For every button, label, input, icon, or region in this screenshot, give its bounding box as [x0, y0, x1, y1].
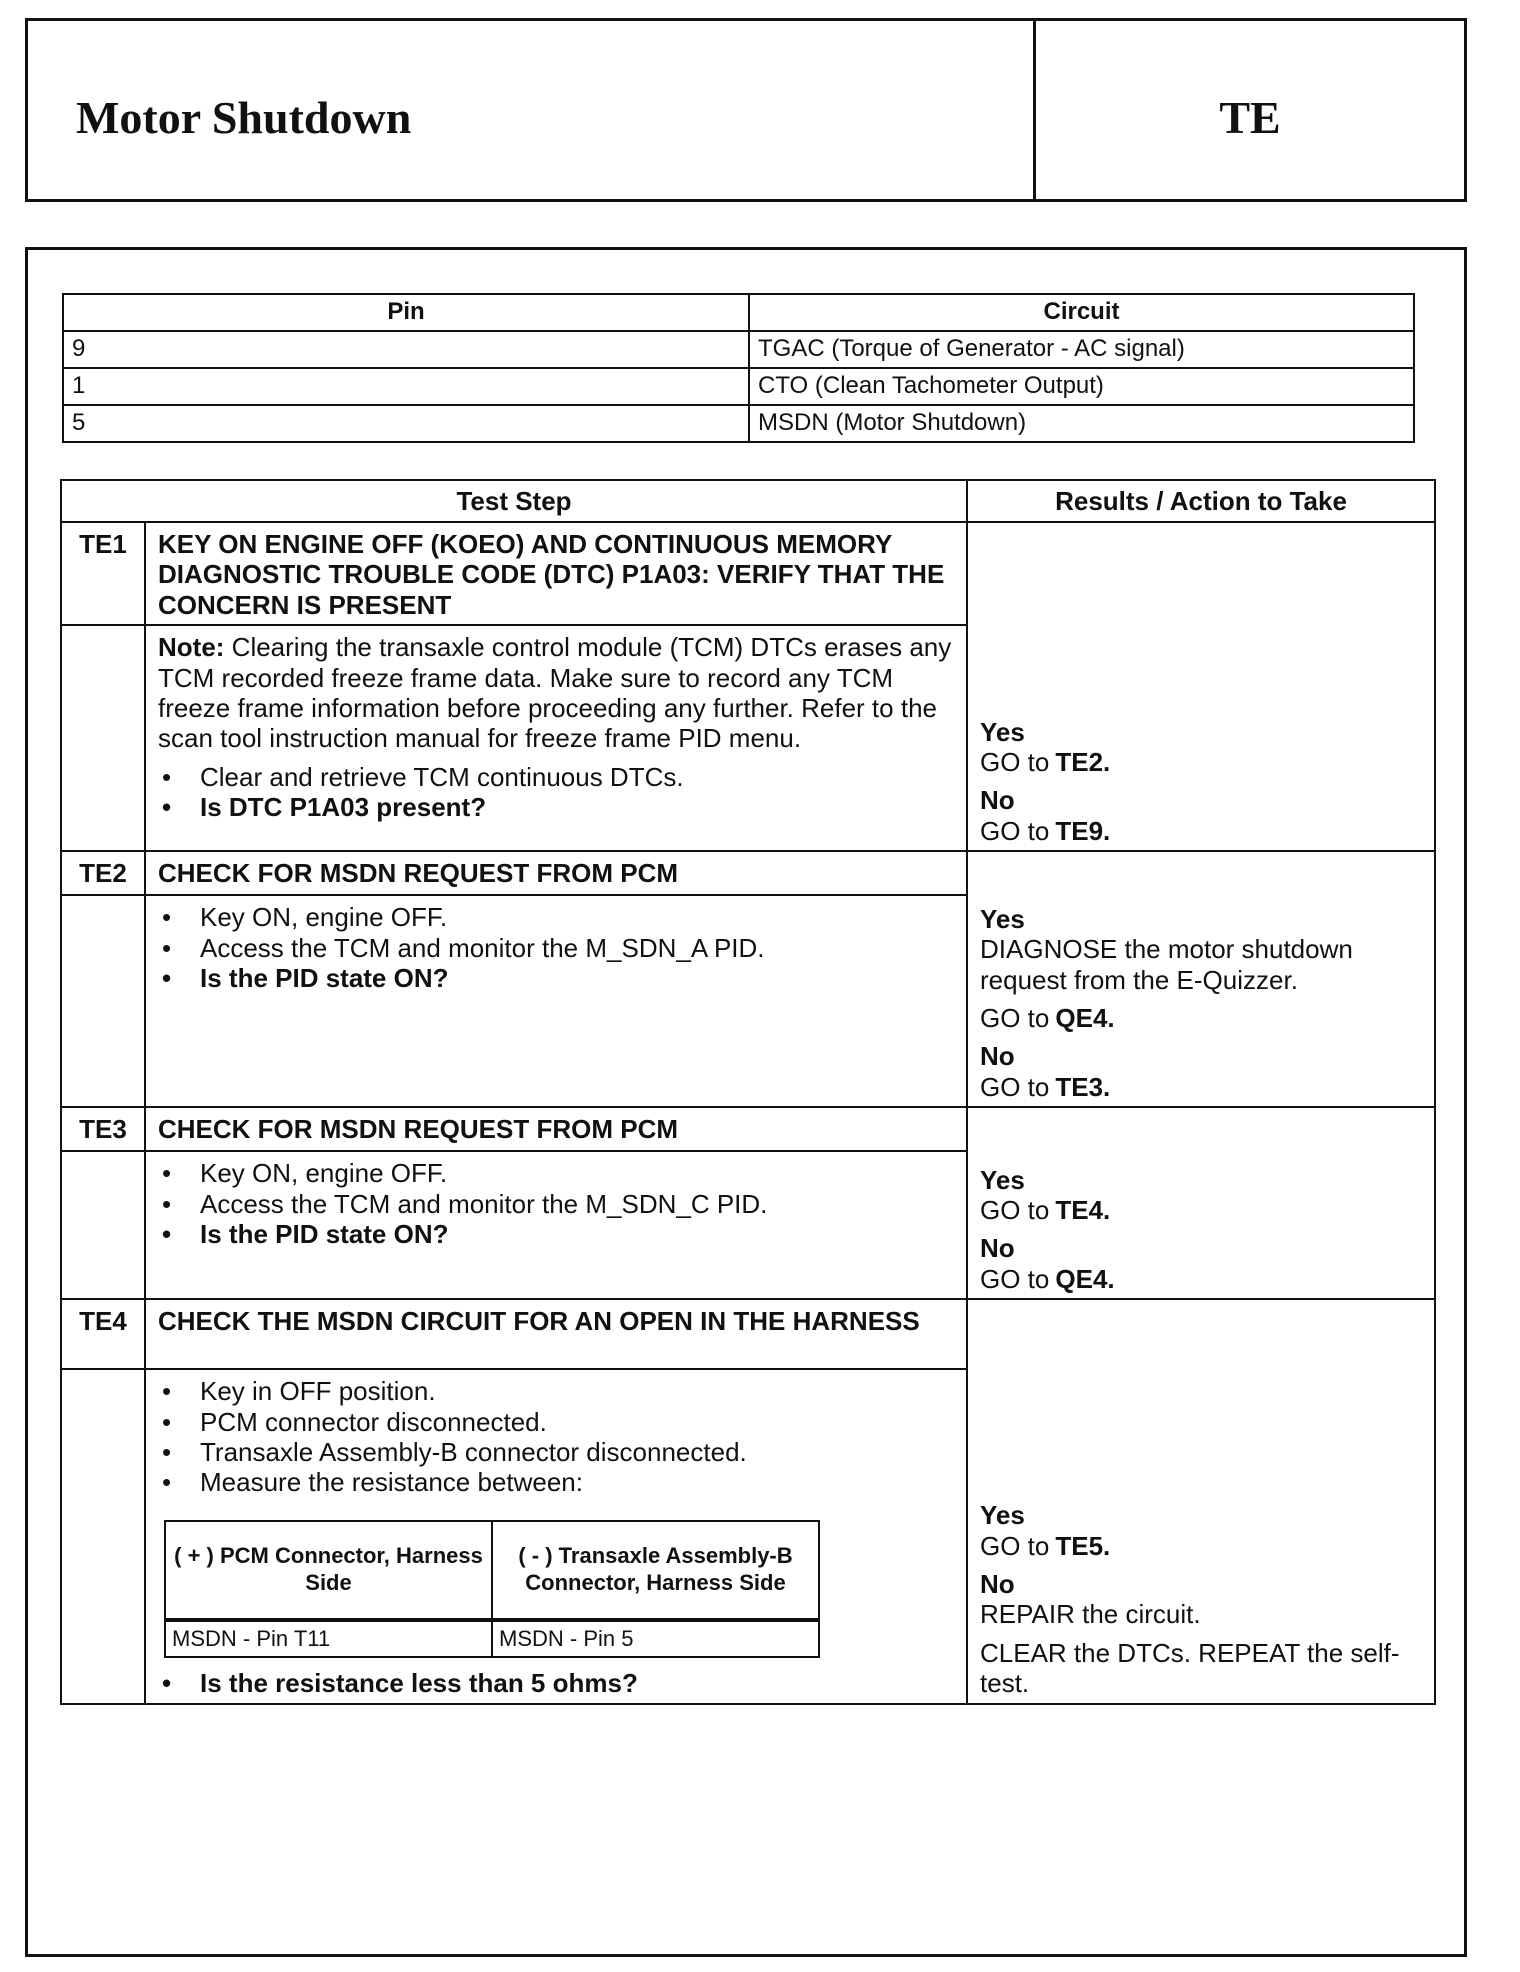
yes-label: Yes	[980, 903, 1025, 934]
table-header-row	[61, 480, 1435, 522]
step-heading: CHECK FOR MSDN REQUEST FROM PCM	[145, 1107, 967, 1151]
step-te4-heading-row	[61, 1299, 1435, 1369]
yes-label: Yes	[980, 1500, 1025, 1531]
list-item: • Access the TCM and monitor the M_SDN_A PID.	[158, 933, 954, 963]
step-question: • Is the resistance less than 5 ohms?	[158, 1668, 954, 1698]
transaxle-pin-cell: MSDN - Pin 5	[492, 1620, 819, 1657]
list-item: • Measure the resistance between:	[158, 1467, 954, 1497]
yes-action: DIAGNOSE the motor shutdown request from the E-Quizzer.	[980, 934, 1353, 995]
no-label: No	[980, 1233, 1015, 1264]
step-heading: CHECK FOR MSDN REQUEST FROM PCM	[145, 851, 967, 895]
results-header: Results / Action to Take	[967, 480, 1435, 522]
pin-cell: 5	[63, 405, 749, 442]
no-goto: GO to TE9.	[980, 815, 1111, 846]
step-question: • Is DTC P1A03 present?	[158, 792, 954, 822]
step-te3-results	[967, 1107, 1435, 1299]
list-item: • Key in OFF position.	[158, 1376, 954, 1406]
step-te2-heading-row	[61, 851, 1435, 895]
connector-table	[164, 1520, 820, 1658]
step-heading: CHECK THE MSDN CIRCUIT FOR AN OPEN IN THE HARNESS	[145, 1299, 967, 1369]
step-id: TE1	[61, 522, 145, 625]
table-row	[63, 331, 1414, 368]
yes-goto: GO to TE4.	[980, 1195, 1111, 1225]
list-item: • Access the TCM and monitor the M_SDN_C PID.	[158, 1189, 954, 1219]
circuit-header: Circuit	[749, 294, 1414, 331]
test-step-table	[60, 479, 1436, 1705]
page-header	[25, 18, 1467, 202]
no-action: REPAIR the circuit.	[980, 1599, 1201, 1630]
pin-header: Pin	[63, 294, 749, 331]
step-id: TE4	[61, 1299, 145, 1369]
step-te3-heading-row	[61, 1107, 1435, 1151]
yes-goto: GO to TE2.	[980, 747, 1111, 777]
page-title: Motor Shutdown	[76, 92, 412, 143]
no-label: No	[980, 1569, 1015, 1600]
step-note: Note: Clearing the transaxle control module (TCM) DTCs erases any TCM recorded freeze frame data. Make sure to record any TCM freeze frame information before proceeding any further. Refer to the scan tool instruction manual for freeze frame PID menu.	[158, 632, 952, 754]
step-body	[145, 1369, 967, 1703]
circuit-cell: MSDN (Motor Shutdown)	[749, 405, 1414, 442]
step-question: • Is the PID state ON?	[158, 1219, 954, 1249]
no-goto: GO to TE3.	[980, 1071, 1111, 1102]
list-item: • Key ON, engine OFF.	[158, 902, 954, 932]
pcm-pin-cell: MSDN - Pin T11	[165, 1620, 492, 1657]
circuit-cell: CTO (Clean Tachometer Output)	[749, 368, 1414, 405]
step-heading: KEY ON ENGINE OFF (KOEO) AND CONTINUOUS MEMORY DIAGNOSTIC TROUBLE CODE (DTC) P1A03: VERIFY THAT THE CONCERN IS PRESENT	[145, 522, 967, 625]
table-row	[165, 1620, 819, 1657]
circuit-cell: TGAC (Torque of Generator - AC signal)	[749, 331, 1414, 368]
step-id: TE3	[61, 1107, 145, 1151]
yes-label: Yes	[980, 716, 1025, 747]
no-label: No	[980, 1041, 1015, 1072]
step-body	[145, 625, 967, 851]
yes-goto: GO to QE4.	[980, 1003, 1115, 1033]
pcm-connector-header: ( + ) PCM Connector, Harness Side	[165, 1521, 492, 1620]
step-te1-heading-row	[61, 522, 1435, 625]
no-action-2: CLEAR the DTCs. REPEAT the self-test.	[980, 1637, 1400, 1699]
pin-cell: 9	[63, 331, 749, 368]
table-header-row	[165, 1521, 819, 1620]
pin-cell: 1	[63, 368, 749, 405]
step-te2-results	[967, 851, 1435, 1107]
table-header-row	[63, 294, 1414, 331]
step-question: • Is the PID state ON?	[158, 963, 954, 993]
step-body	[145, 1151, 967, 1299]
yes-label: Yes	[980, 1164, 1025, 1195]
pin-circuit-table	[62, 293, 1415, 443]
table-row	[63, 368, 1414, 405]
yes-goto: GO to TE5.	[980, 1530, 1111, 1561]
step-te4-results	[967, 1299, 1435, 1703]
list-item: • Clear and retrieve TCM continuous DTCs.	[158, 762, 954, 792]
section-code: TE	[1219, 92, 1281, 143]
no-goto: GO to QE4.	[980, 1263, 1115, 1294]
list-item: • Transaxle Assembly-B connector disconnected.	[158, 1437, 954, 1467]
no-label: No	[980, 785, 1015, 816]
list-item: • PCM connector disconnected.	[158, 1407, 954, 1437]
transaxle-connector-header: ( - ) Transaxle Assembly-B Connector, Harness Side	[492, 1521, 819, 1620]
test-step-header: Test Step	[61, 480, 967, 522]
step-id: TE2	[61, 851, 145, 895]
step-te1-results	[967, 522, 1435, 851]
step-body	[145, 895, 967, 1107]
table-row	[63, 405, 1414, 442]
list-item: • Key ON, engine OFF.	[158, 1158, 954, 1188]
